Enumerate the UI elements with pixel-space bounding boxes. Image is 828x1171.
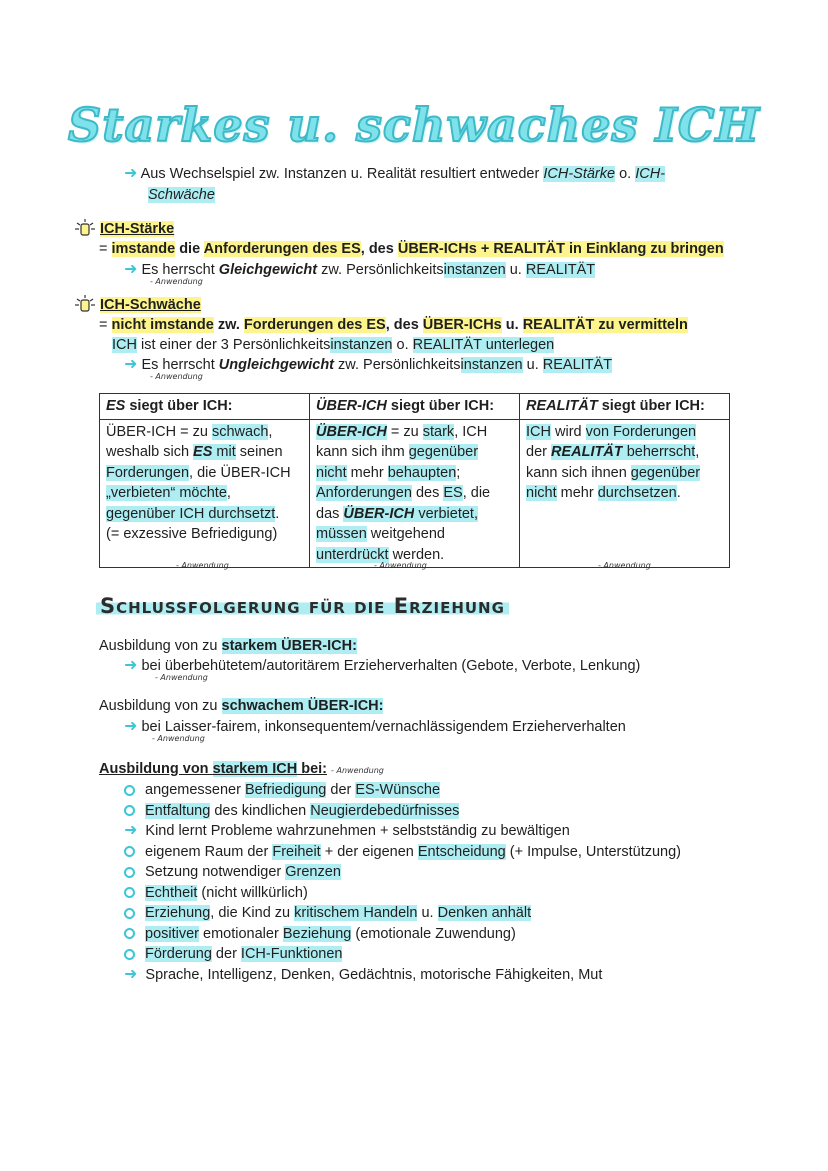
table-header-row [100,394,730,420]
table-row [100,419,730,568]
ausbildung-schwach-ueber-ich: Ausbildung von zu schwachem ÜBER-ICH: [99,698,384,714]
table-cell-realitaet: ICH wird von Forderungen der REALITÄT beherrscht, kann sich ihnen gegenüber nicht mehr durchsetzen. [520,419,730,568]
table-cell-ueber-ich: ÜBER-ICH = zu stark, ICH kann sich ihm gegenüber nicht mehr behaupten; Anforderungen des ES, die das ÜBER-ICH verbietet, müssen weitgehend unterdrückt werden. [310,419,520,568]
bullet-circle-icon [124,805,135,816]
bullet-circle-icon [124,785,135,796]
comparison-table [99,393,730,568]
anwendung-note: - Anwendung [155,673,208,682]
anwendung-note: - Anwendung [150,372,203,381]
lightbulb-icon [74,218,96,240]
bullet-circle-icon [124,867,135,878]
list-item: eigenem Raum der Freiheit + der eigenen Entscheidung (+ Impulse, Unterstützung) [124,842,681,863]
staerke-sub: ➜ Es herrscht Gleichgewicht zw. Persönlichkeitsinstanzen u. REALITÄT [124,261,596,278]
table-cell-es: ÜBER-ICH = zu schwach, weshalb sich ES mit seinen Forderungen, die ÜBER-ICH „verbieten“ möchte, gegenüber ICH durchsetzt. (= exzessive Befriedigung) [100,419,310,568]
list-item: angemessener Befriedigung der ES-Wünsche [124,780,681,801]
schwaeche-sub: ➜ Es herrscht Ungleichgewicht zw. Persönlichkeitsinstanzen u. REALITÄT [124,356,613,373]
table-header-cell: REALITÄT siegt über ICH: [520,394,730,420]
anwendung-note: - Anwendung [152,734,205,743]
arrow-right-icon: ➜ [124,822,138,839]
ausbildung-stark-ueber-ich: Ausbildung von zu starkem ÜBER-ICH: [99,638,357,654]
staerke-definition: = imstande die Anforderungen des ES, des ÜBER-ICHs + REALITÄT in Einklang zu bringen [99,241,724,257]
intro-line: ➜ Aus Wechselspiel zw. Instanzen u. Realität resultiert entweder ICH-Stärke o. ICH- [124,165,666,182]
list-item: Setzung notwendiger Grenzen [124,862,681,883]
ausbildung-schwach-sub: ➜ bei Laisser-fairem, inkonsequentem/vernachlässigendem Erzieherverhalten [124,718,626,735]
arrow-right-icon: ➜ [124,165,138,182]
list-item: ➜ Sprache, Intelligenz, Denken, Gedächtnis, motorische Fähigkeiten, Mut [124,965,603,983]
arrow-right-icon: ➜ [124,657,138,674]
anwendung-note: - Anwendung [150,277,203,286]
schwaeche-line2: ICH ist einer der 3 Persönlichkeitsinstanzen o. REALITÄT unterlegen [112,337,555,353]
staerke-heading: ICH-Stärke [74,218,174,240]
schwaeche-definition: = nicht imstande zw. Forderungen des ES, des ÜBER-ICHs u. REALITÄT zu vermitteln [99,317,688,333]
anwendung-note: - Anwendung [176,561,229,570]
list-item: Echtheit (nicht willkürlich) [124,883,681,904]
list-item: positiver emotionaler Beziehung (emotionale Zuwendung) [124,924,681,945]
bullet-circle-icon [124,928,135,939]
bullet-circle-icon [124,887,135,898]
lightbulb-icon [74,294,96,316]
ausbildung-stark-sub: ➜ bei überbehütetem/autoritärem Erzieherverhalten (Gebote, Verbote, Lenkung) [124,657,641,674]
page-title: Starkes u. schwaches ICH [67,98,760,152]
list-item: Förderung der ICH-Funktionen [124,944,681,965]
table-header-cell: ÜBER-ICH siegt über ICH: [310,394,520,420]
section-heading: Schlussfolgerung für die Erziehung [96,594,509,618]
ausbildung-starkes-ich: Ausbildung von starkem ICH bei: - Anwendung [99,761,384,777]
bullet-circle-icon [124,846,135,857]
list-item: Entfaltung des kindlichen Neugierdebedürfnisses [124,801,681,822]
schwaeche-heading: ICH-Schwäche [74,294,201,316]
bullet-circle-icon [124,908,135,919]
bullet-circle-icon [124,949,135,960]
table-header-cell: ES siegt über ICH: [100,394,310,420]
list-item: Erziehung, die Kind zu kritischem Handeln u. Denken anhält [124,903,681,924]
arrow-right-icon: ➜ [124,356,138,373]
list-item: ➜ Kind lernt Probleme wahrzunehmen + selbstständig zu bewältigen [124,822,570,839]
anwendung-note: - Anwendung [374,561,427,570]
intro-line-2: Schwäche [148,187,215,203]
arrow-right-icon: ➜ [124,261,138,278]
arrow-right-icon: ➜ [124,718,138,735]
starkes-ich-list [124,780,681,985]
arrow-right-icon: ➜ [124,965,138,983]
anwendung-note: - Anwendung [598,561,651,570]
